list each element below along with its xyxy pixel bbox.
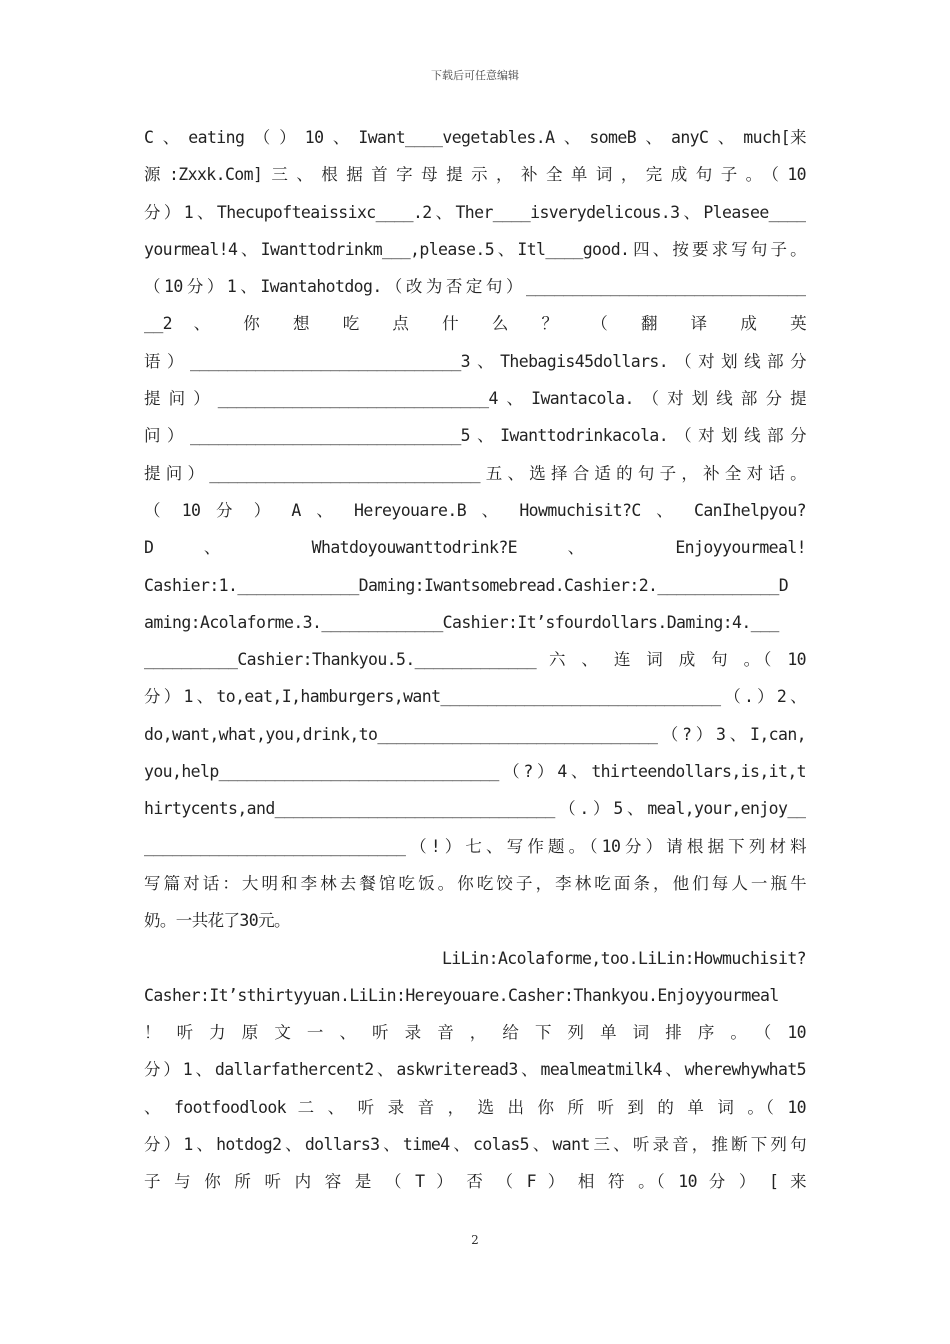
text-line: LiLin:Acolaforme,too.LiLin:Howmuchisit? xyxy=(441,948,806,968)
text-line: 分）1、hotdog2、dollars3、time4、colas5、want三、听录音，推断下列句 xyxy=(144,1135,806,1155)
text-line: __________Cashier:Thankyou.5._____________ 六 、 连 词 成 句 。（ 10 xyxy=(144,650,806,670)
text-line: you,help______________________________（?）4、thirteendollars,is,it,t xyxy=(144,762,806,782)
text-line: （ 10 分 ） A 、 Hereyouare.B 、 Howmuchisit?C 、 CanIhelpyou? xyxy=(144,500,806,520)
text-line: C 、 eating （ ） 10 、 Iwant____vegetables.A 、 someB 、 anyC 、 much[来 xyxy=(144,128,806,147)
text-line: 问）_____________________________5、Iwanttodrinkacola.（对划线部分 xyxy=(144,426,806,446)
text-line: 分）1、dallarfathercent2、askwriteread3、mealmeatmilk4、wherewhywhat5 xyxy=(144,1060,806,1080)
text-line: （10分）1、Iwantahotdog.（改为否定句）______________________________ xyxy=(144,277,806,297)
text-line: 语）_____________________________3、Thebagis45dollars.（对划线部分 xyxy=(144,351,806,371)
text-line: 奶。一共花了30元。 xyxy=(144,911,290,931)
text-line: 写篇对话：大明和李林去餐馆吃饭。你吃饺子，李林吃面条，他们每人一瓶牛 xyxy=(144,873,806,893)
text-line: 提问）_____________________________4、Iwantacola.（对划线部分提 xyxy=(144,389,806,409)
text-line: yourmeal!4、Iwanttodrinkm___,please.5、Itl____good.四、按要求写句子。 xyxy=(144,239,806,259)
text-line: 、 footfoodlook 二 、 听 录 音 ， 选 出 你 所 听 到 的 单 词 。（ 10 xyxy=(144,1097,806,1117)
text-line: aming:Acolaforme.3._____________Cashier:It’sfourdollars.Daming:4.___ xyxy=(144,612,779,632)
text-line: 分）1、to,eat,I,hamburgers,want______________________________（.）2、 xyxy=(144,687,806,707)
text-line: Casher:It’sthirtyyuan.LiLin:Hereyouare.Casher:Thankyou.Enjoyyourmeal xyxy=(144,985,779,1005)
page-header: 下载后可任意编辑 xyxy=(431,69,519,82)
text-line: D 、 Whatdoyouwanttodrink?E 、 Enjoyyourmeal! xyxy=(144,538,806,558)
text-line: 分）1、Thecupofteaissixc____.2、Ther____isverydelicous.3、Pleasee____ xyxy=(144,202,806,222)
text-line: ____________________________（!）七、写作题。（10分）请根据下列材料 xyxy=(144,836,806,856)
text-line: hirtycents,and______________________________（.）5、meal,your,enjoy__ xyxy=(144,799,806,819)
text-line: 提问）_____________________________五、选择合适的句子，补全对话。 xyxy=(144,463,806,483)
body-text xyxy=(144,119,806,1201)
text-line: 子 与 你 所 听 内 容 是 （ T ） 否 （ F ） 相 符 。（ 10 分 ） [ 来 xyxy=(144,1172,806,1192)
text-line: __2 、 你 想 吃 点 什 么 ？ （ 翻 译 成 英 xyxy=(144,314,806,334)
text-line: do,want,what,you,drink,to______________________________（?）3、I,can, xyxy=(144,724,806,744)
text-line: 源:Zxxk.Com]三、根据首字母提示，补全单词，完成句子。（10 xyxy=(144,165,806,185)
page-number: 2 xyxy=(471,1233,479,1247)
text-line: ！听力原文一、听录音，给下列单词排序。（10 xyxy=(144,1023,806,1043)
text-line: Cashier:1._____________Daming:Iwantsomebread.Cashier:2._____________D xyxy=(144,575,789,595)
